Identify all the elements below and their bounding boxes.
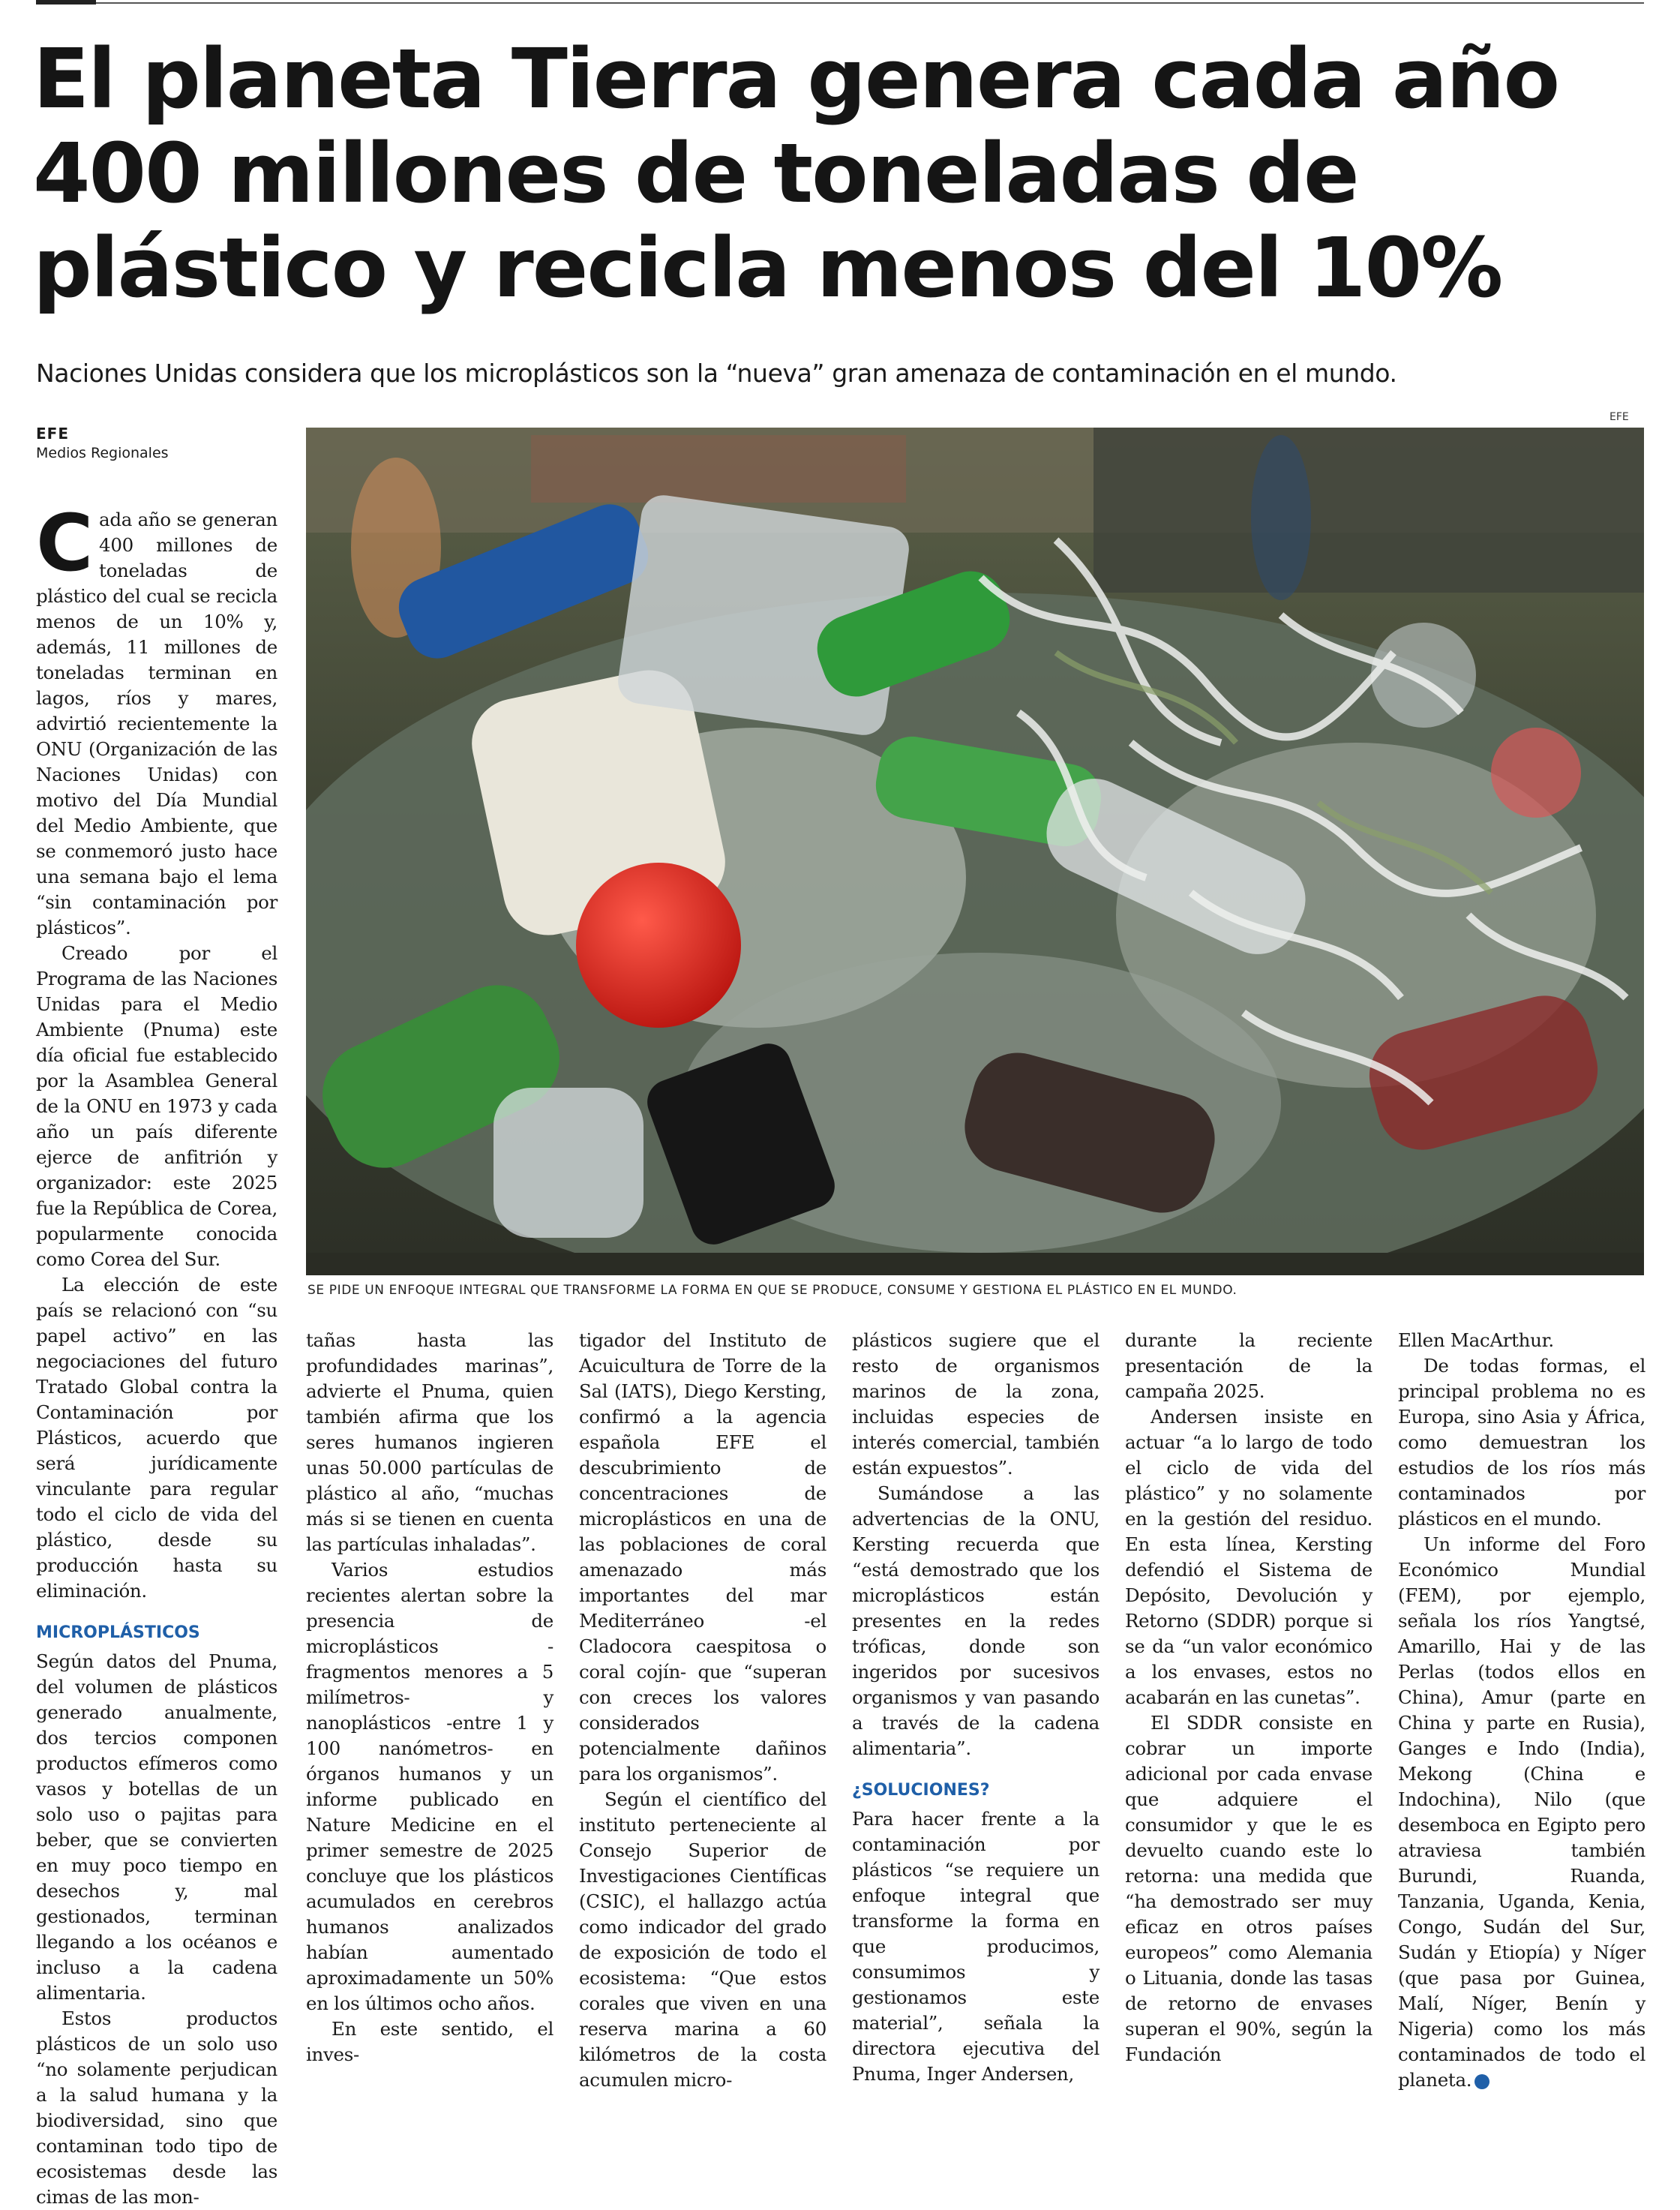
section-heading-soluciones: ¿SOLUCIONES? (852, 1781, 990, 1800)
top-rule (0, 0, 1680, 6)
section-heading-microplasticos: MICROPLÁSTICOS (36, 1623, 200, 1642)
paragraph: El SDDR consiste en cobrar un importe adicional por cada envase que adquiere el consumidor y que le es devuelto cuando este lo retorna: una medida que “ha demostrado ser muy eficaz en otros países europeos” como Alemania o Lituania, donde las tasas de retorno de envases superan el 90%, según la Fundación (1125, 1712, 1372, 2065)
paragraph-text: Un informe del Foro Económico Mundial (FEM), por ejemplo, señala los ríos Yangtsé, Amarillo, Hai y de las Perlas (todos ellos en China), Amur (parte en China y parte en Rusia), Ganges e Indo (India), Mekong (China e Indochina), Nilo (que desemboca en Egipto pero atraviesa también Burundi, Ruanda, Tanzania, Uganda, Kenia, Congo, Sudán del Sur, Sudán y Etiopía) y Níger (que pasa por Guinea, Malí, Níger, Benín y Nigeria) como los más contaminados de todo el planeta. (1398, 1533, 1646, 2091)
text-column-3 (579, 1328, 826, 2093)
photo-caption: SE PIDE UN ENFOQUE INTEGRAL QUE TRANSFORME LA FORMA EN QUE SE PRODUCE, CONSUME Y GESTIONA EL PLÁSTICO EN EL MUNDO. (308, 1283, 1238, 1298)
article-photo (306, 428, 1644, 1275)
end-of-article-icon: ✪ (1474, 2074, 1490, 2089)
paragraph: durante la reciente presentación de la campaña 2025. (1125, 1329, 1372, 1402)
text-column-1 (36, 497, 278, 2210)
headline-line-2: 400 millones de toneladas de (33, 125, 1358, 221)
paragraph (1398, 1532, 1646, 2093)
photo-credit: EFE (1610, 411, 1629, 423)
paragraph: Varios estudios recientes alertan sobre la presencia de microplásticos -fragmentos menores a 5 milímetros- y nanoplásticos -entre 1 y 100 nanómetros- en órganos humanos y un informe publicado en Nature Medicine en el primer semestre de 2025 concluye que los plásticos acumulados en cerebros humanos analizados habían aumentado aproximadamente un 50% en los últimos ocho años. (306, 1559, 554, 2014)
drop-cap: C (36, 497, 94, 589)
paragraph: Estos productos plásticos de un solo uso “no solamente perjudican a la salud humana y la biodiversidad, sino que contaminan todo tipo de ecosistemas desde las cimas de las mon- (36, 2007, 278, 2208)
byline (36, 425, 169, 461)
subheadline: Naciones Unidas considera que los microplásticos son la “nueva” gran amenaza de contaminación en el mundo. (36, 359, 1397, 388)
paragraph: Según datos del Pnuma, del volumen de plásticos generado anualmente, dos tercios componen productos efímeros como vasos y botellas de un solo uso o pajitas para beber, que se convierten en muy poco tiempo en desechos y, mal gestionados, terminan llegando a los océanos e incluso a la cadena alimentaria. (36, 1650, 278, 2004)
headline-line-1: El planeta Tierra genera cada año (33, 31, 1559, 127)
top-rule-thick (36, 0, 96, 5)
paragraph: plásticos sugiere que el resto de organismos marinos de la zona, incluidas especies de interés comercial, también están expuestos”. (852, 1329, 1100, 1479)
paragraph: Según el científico del instituto perteneciente al Consejo Superior de Investigaciones Científicas (CSIC), el hallazgo actúa como indicador del grado de exposición de todo el ecosistema: “Que estos corales que viven en una reserva marina a 60 kilómetros de la costa acumulen micro- (579, 1788, 826, 2091)
headline (33, 32, 1646, 315)
paragraph: tañas hasta las profundidades marinas”, advierte el Pnuma, quien también afirma que los seres humanos ingieren unas 50.000 partículas de plástico al año, “muchas más si se tienen en cuenta las partículas inhaladas”. (306, 1329, 554, 1555)
top-rule-thin (96, 2, 1644, 4)
paragraph: Sumándose a las advertencias de la ONU, Kersting recuerda que “está demostrado que los microplásticos están presentes en la redes tróficas, donde son ingeridos por sucesivos organismos y van pasando a través de la cadena alimentaria”. (852, 1482, 1100, 1759)
paragraph: En este sentido, el inves- (306, 2018, 554, 2065)
byline-agency: EFE (36, 425, 69, 443)
paragraph: ada año se generan 400 millones de toneladas de plástico del cual se recicla menos de un 10% y, además, 11 millones de toneladas terminan en lagos, ríos y mares, advirtió recientemente la ONU (Organización de las Naciones Unidas) con motivo del Día Mundial del Medio Ambiente, que se conmemoró justo hace una semana bajo el lema “sin contaminación por plásticos”. (36, 509, 278, 938)
plastic-waste-illustration (306, 428, 1644, 1275)
headline-line-3: plástico y recicla menos del 10% (33, 220, 1502, 316)
paragraph: La elección de este país se relacionó con “su papel activo” en las negociaciones del futuro Tratado Global contra la Contaminación por Plásticos, acuerdo que será jurídicamente vinculante para regular todo el ciclo de vida del plástico, desde su producción hasta su eliminación. (36, 1274, 278, 1602)
paragraph: Andersen insiste en actuar “a lo largo de todo el ciclo de vida del plástico” y no solamente en la gestión del residuo. En esta línea, Kersting defendió el Sistema de Depósito, Devolución y Retorno (SDDR) porque si se da “un valor económico a los envases, estos no acabarán en las cunetas”. (1125, 1406, 1372, 1708)
text-column-4 (852, 1328, 1100, 2087)
text-column-6 (1398, 1328, 1646, 2093)
paragraph: Creado por el Programa de las Naciones Unidas para el Medio Ambiente (Pnuma) este día oficial fue establecido por la Asamblea General de la ONU en 1973 y cada año un país diferente ejerce de anfitrión y organizador: este 2025 fue la República de Corea, popularmente conocida como Corea del Sur. (36, 942, 278, 1270)
paragraph: Ellen MacArthur. (1398, 1329, 1554, 1351)
paragraph: tigador del Instituto de Acuicultura de Torre de la Sal (IATS), Diego Kersting, confirmó a la agencia española EFE el descubrimiento de concentraciones de microplásticos en una de las poblaciones de coral amenazado más importantes del mar Mediterráneo -el Cladocora caespitosa o coral cojín- que “superan con creces los valores considerados potencialmente dañinos para los organismos”. (579, 1329, 826, 1785)
text-column-2 (306, 1328, 554, 2067)
paragraph: Para hacer frente a la contaminación por plásticos “se requiere un enfoque integral que transforme la forma en que producimos, consumimos y gestionamos este material”, señala la directora ejecutiva del Pnuma, Inger Andersen, (852, 1808, 1100, 2085)
text-column-5 (1125, 1328, 1372, 2067)
byline-outlet: Medios Regionales (36, 445, 169, 461)
paragraph: De todas formas, el principal problema no es Europa, sino Asia y África, como demuestran los estudios de los ríos más contaminados por plásticos en el mundo. (1398, 1355, 1646, 1530)
